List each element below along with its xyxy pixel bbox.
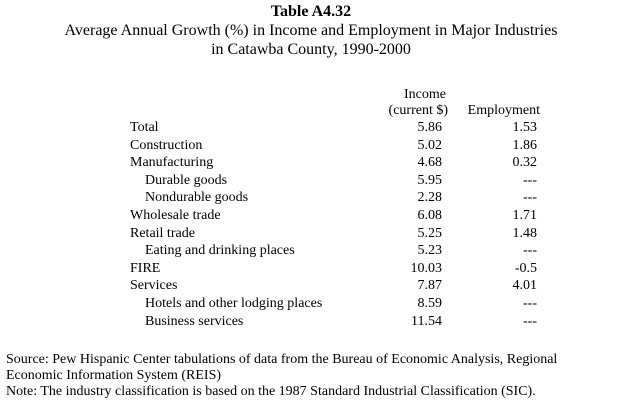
table-row — [0, 260, 622, 278]
income-value: 6.08 — [417, 207, 442, 223]
table-row — [0, 154, 622, 172]
row-label: Eating and drinking places — [145, 243, 295, 259]
table-row — [0, 225, 622, 243]
income-value: 5.95 — [417, 172, 442, 188]
employment-value: 4.01 — [512, 278, 537, 294]
table-row — [0, 119, 622, 137]
employment-value: -0.5 — [514, 260, 537, 276]
income-value: 5.86 — [417, 120, 442, 135]
source-note-line-2: Economic Information System (REIS) — [6, 368, 222, 383]
table-row — [0, 277, 622, 295]
employment-value: --- — [523, 243, 537, 259]
income-value: 5.25 — [417, 225, 442, 241]
employment-value: --- — [523, 172, 537, 188]
income-value: 2.28 — [417, 190, 442, 206]
employment-value: --- — [523, 313, 537, 329]
table-row — [0, 137, 622, 155]
employment-value: 1.71 — [512, 207, 537, 223]
table-body — [0, 119, 622, 330]
row-label: Business services — [145, 313, 244, 329]
row-label: Durable goods — [145, 172, 228, 188]
table-row — [0, 242, 622, 260]
employment-value: --- — [523, 190, 537, 206]
row-label: Manufacturing — [130, 155, 214, 171]
employment-value: 1.86 — [512, 137, 537, 153]
employment-value: --- — [523, 295, 537, 311]
table-row — [0, 295, 622, 313]
employment-column-header: Employment — [467, 103, 540, 118]
classification-note: Note: The industry classification is based on the 1987 Standard Industrial Classification (SIC). — [6, 384, 536, 399]
source-note-line-1: Source: Pew Hispanic Center tabulations of data from the Bureau of Economic Analysis, Regional — [6, 352, 558, 367]
income-column-header: Income — [404, 87, 446, 102]
table-row — [0, 172, 622, 190]
employment-value: 1.53 — [512, 120, 537, 135]
row-label: Retail trade — [130, 225, 195, 241]
employment-value: 0.32 — [512, 155, 537, 171]
table-number: Table A4.32 — [270, 3, 352, 20]
table-title-line-2: in Catawba County, 1990-2000 — [211, 41, 411, 58]
income-value: 4.68 — [417, 155, 442, 171]
income-value: 10.03 — [410, 260, 442, 276]
row-label: Nondurable goods — [145, 190, 249, 206]
employment-value: 1.48 — [512, 225, 537, 241]
income-value: 7.87 — [417, 278, 442, 294]
row-label: Construction — [130, 137, 203, 153]
row-label: Wholesale trade — [130, 207, 221, 223]
table-row — [0, 313, 622, 331]
income-value: 8.59 — [417, 295, 442, 311]
row-label: FIRE — [130, 260, 161, 276]
row-label: Total — [130, 120, 159, 135]
income-value: 5.23 — [417, 243, 442, 259]
row-label: Hotels and other lodging places — [145, 295, 323, 311]
income-column-subheader: (current $) — [388, 103, 448, 118]
income-value: 5.02 — [417, 137, 442, 153]
table-row — [0, 189, 622, 207]
table-title-line-1: Average Annual Growth (%) in Income and Employment in Major Industries — [64, 22, 558, 39]
row-label: Services — [130, 278, 178, 294]
table-row — [0, 207, 622, 225]
income-value: 11.54 — [411, 313, 442, 329]
